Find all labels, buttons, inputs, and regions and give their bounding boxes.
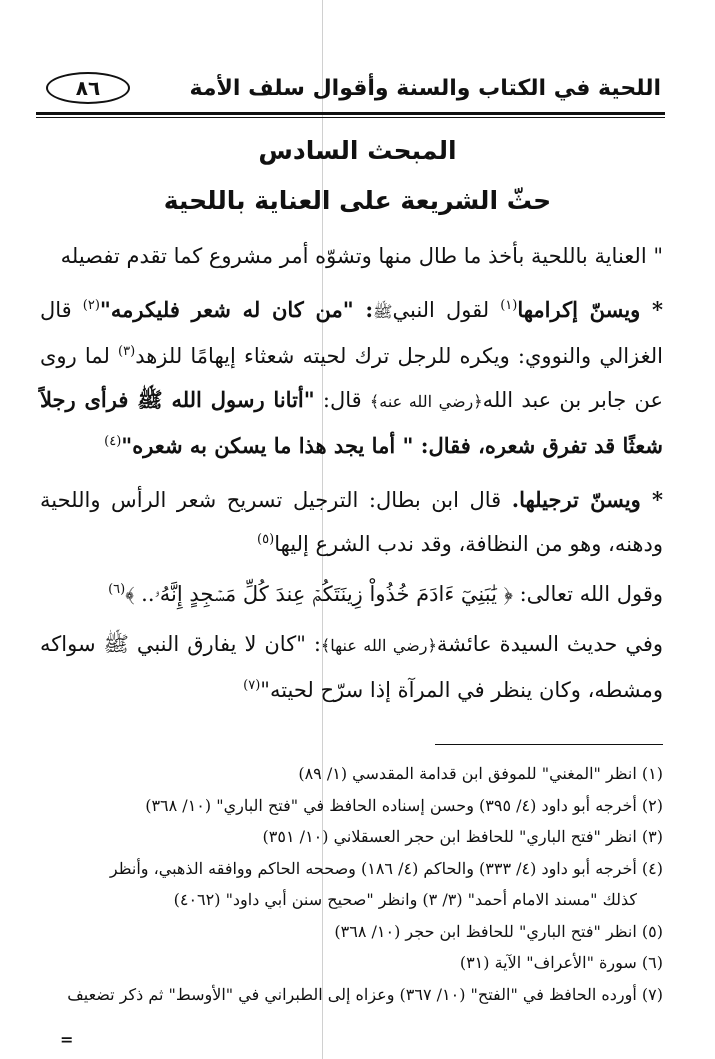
paragraph-1-text: " العناية باللحية بأخذ ما طال منها وتشوّه أمر مشروع كما تقدم تفصيله: [60, 244, 663, 268]
paragraph-2-text-b: لقول النبي: [392, 298, 501, 322]
paragraph-4-text: وقول الله تعالى:: [512, 582, 663, 606]
body-text: [40, 234, 663, 722]
hadith-quote-2: "أتانا رسول الله ﷺ فرأى رجلاً شعثًا قد تفرق شعره، فقال: " أما يجد هذا ما يسكن به شعره": [40, 387, 663, 458]
honorific-glyph-2: ﴿رضي الله عنه﴾: [369, 392, 483, 411]
continuation-mark: =: [60, 1030, 74, 1049]
footnotes: [40, 758, 663, 1010]
header-rule: [36, 112, 665, 118]
paragraph-2-text-d: قال الغزالي والنووي: ويكره للرجل ترك لحيته شعثاء إيهامًا للزهد: [40, 298, 663, 368]
paragraph-2-lead: * ويسنّ إكرامها: [517, 297, 664, 322]
footnote-4-continued: كذلك "مسند الامام أحمد" (٣/ ٣) وانظر "صحيح سنن أبي داود" (٤٠٦٢): [173, 890, 637, 909]
footnote-ref-3: (٣): [118, 344, 136, 359]
footnote-ref-6: (٦): [108, 582, 126, 597]
paragraph-5-text-b: : "كان لا يفارق النبي ﷺ سواكه ومشطه، وكان ينظر في المرآة إذا سرّح لحيته": [40, 632, 663, 702]
paragraph-5: [40, 622, 663, 712]
footnote-ref-2: (٢): [82, 298, 100, 313]
footnote-7: (٧) أورده الحافظ في "الفتح" (١٠/ ٣٦٧) وعزاه إلى الطبراني في "الأوسط" ثم ذكر تضعيف: [67, 984, 663, 1004]
running-header: [36, 68, 665, 108]
footnote-6: (٦) سورة "الأعراف" الآية (٣١): [459, 953, 663, 972]
paragraph-1: [40, 234, 663, 278]
paragraph-2-text-e: لما روى عن جابر بن عبد الله: [40, 344, 663, 412]
footnote-separator: [435, 744, 663, 745]
footnote-1: (١) انظر "المغني" للموفق ابن قدامة المقدسي (١/ ٨٩): [298, 764, 663, 783]
honorific-glyph: ﷺ: [373, 302, 393, 321]
paragraph-4: [40, 572, 663, 616]
footnote-5: (٥) انظر "فتح الباري" للحافظ ابن حجر (١٠/ ٣٦٨): [334, 921, 663, 941]
running-header-title: اللحية في الكتاب والسنة وأقوال سلف الأمة: [189, 76, 661, 101]
footnote-4: (٤) أخرجه أبو داود (٤/ ٣٣٣) والحاكم (٤/ ١٨٦) وصححه الحاكم ووافقه الذهبي، وأنظر: [109, 858, 663, 878]
honorific-glyph-3: ﴿رضي الله عنها﴾: [320, 636, 437, 655]
footnote-2: (٢) أخرجه أبو داود (٤/ ٣٩٥) وحسن إسناده الحافظ في "فتح الباري" (١٠/ ٣٦٨): [145, 795, 663, 815]
footnote-ref-1: (١): [500, 298, 518, 313]
quran-verse: ﴿ يَٰبَنِيٓ ءَادَمَ خُذُواْ زِينَتَكُمۡ عِندَ كُلِّ مَسۡجِدٍ إِنَّهُۥ.. ﴾: [125, 582, 513, 606]
page-number: ٨٦: [46, 72, 130, 104]
paragraph-3: [40, 478, 663, 566]
paragraph-2: [40, 288, 663, 468]
section-heading: المبحث السادس: [258, 136, 457, 165]
paragraph-2-text-f: قال:: [314, 388, 370, 412]
section-subtitle: حثّ الشريعة على العناية باللحية: [163, 186, 552, 215]
paragraph-3-lead: * ويسنّ ترجيلها.: [511, 487, 663, 512]
paragraph-5-text-a: وفي حديث السيدة عائشة: [436, 632, 664, 656]
footnote-3: (٣) انظر "فتح الباري" للحافظ ابن حجر العسقلاني (١٠/ ٣٥١): [262, 827, 663, 846]
hadith-quote-1: : "من كان له شعر فليكرمه": [99, 297, 374, 322]
footnote-ref-4: (٤): [104, 434, 122, 449]
footnote-ref-5: (٥): [257, 532, 275, 547]
footnote-ref-7: (٧): [243, 678, 261, 693]
paragraph-3-text: قال ابن بطال: الترجيل تسريح شعر الرأس واللحية ودهنه، وهو من النظافة، وقد ندب الشرع إليها: [40, 488, 663, 556]
